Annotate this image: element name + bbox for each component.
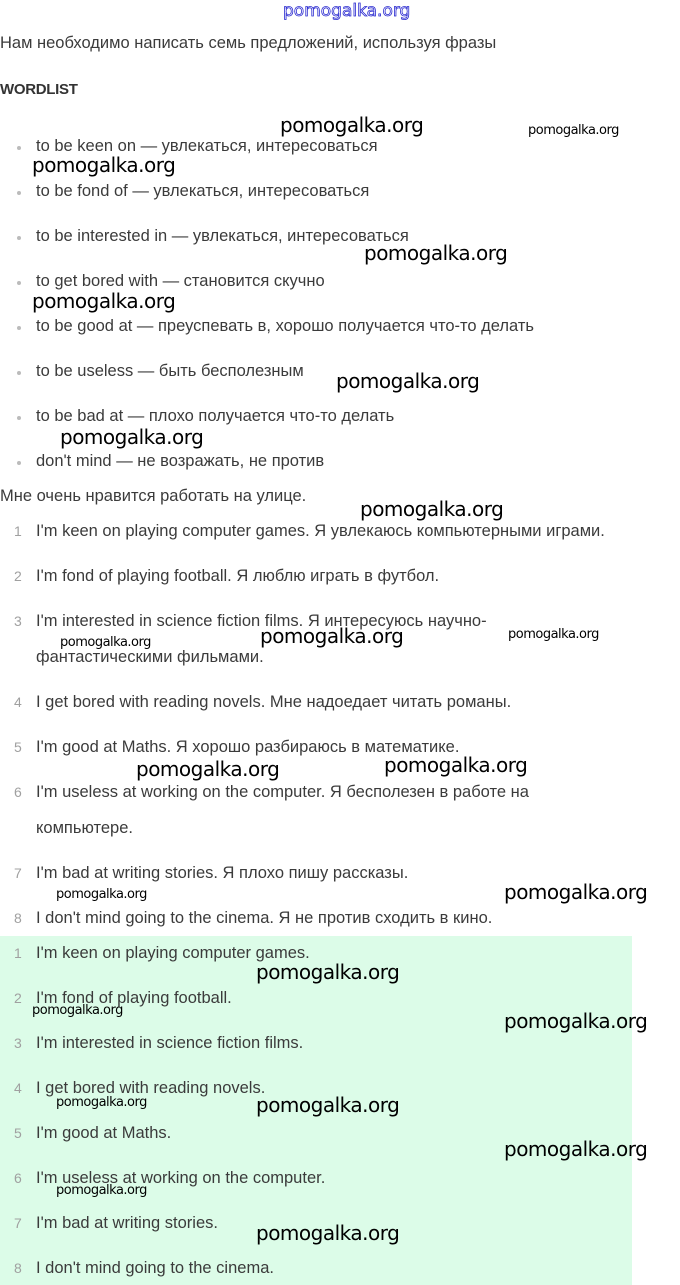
- sentence-text: I get bored with reading novels. Мне надоедает читать романы.: [36, 693, 512, 711]
- wordlist-item: to get bored with — становится скучно: [36, 272, 325, 290]
- bullet-icon: [17, 461, 21, 465]
- sentence-number: 4: [14, 694, 22, 710]
- wordlist-heading: WORDLIST: [0, 81, 78, 98]
- sentence-text: I'm useless at working on the computer. Я бесполезен в работе на: [36, 783, 529, 801]
- answer-text: I get bored with reading novels.: [36, 1079, 266, 1097]
- bullet-icon: [17, 146, 21, 150]
- sentence-text: I'm interested in science fiction films. Я интересуюсь научно-: [36, 612, 487, 630]
- answer-text: I'm fond of playing football.: [36, 989, 232, 1007]
- bullet-icon: [17, 416, 21, 420]
- bullet-icon: [17, 191, 21, 195]
- answer-number: 7: [14, 1215, 22, 1231]
- sentence-number: 2: [14, 568, 22, 584]
- answer-number: 1: [14, 945, 22, 961]
- watermark-text: pomogalka.org: [32, 289, 176, 313]
- answer-number: 8: [14, 1260, 22, 1276]
- sentence-number: 7: [14, 865, 22, 881]
- wordlist-item: don't mind — не возражать, не против: [36, 452, 325, 470]
- wordlist-item: to be useless — быть бесполезным: [36, 362, 304, 380]
- watermark-text: pomogalka.org: [364, 241, 508, 265]
- watermark-text: pomogalka.org: [56, 1183, 147, 1198]
- watermark-text: pomogalka.org: [336, 369, 480, 393]
- watermark-text: pomogalka.org: [384, 753, 528, 777]
- bullet-icon: [17, 236, 21, 240]
- answer-number: 5: [14, 1125, 22, 1141]
- bullet-icon: [17, 281, 21, 285]
- watermark-text: pomogalka.org: [504, 1137, 648, 1161]
- answer-text: I'm useless at working on the computer.: [36, 1169, 326, 1187]
- wordlist-item: to be bad at — плохо получается что-то делать: [36, 407, 395, 425]
- watermark-text: pomogalka.org: [56, 1095, 147, 1110]
- watermark-text: pomogalka.org: [256, 960, 400, 984]
- watermark-text: pomogalka.org: [504, 1009, 648, 1033]
- site-watermark-logo: pomogalka.org: [283, 1, 411, 21]
- sentence-number: 8: [14, 910, 22, 926]
- watermark-text: pomogalka.org: [360, 497, 504, 521]
- answer-text: I'm interested in science fiction films.: [36, 1034, 304, 1052]
- answer-text: I'm bad at writing stories.: [36, 1214, 218, 1232]
- watermark-text: pomogalka.org: [60, 425, 204, 449]
- sentence-text-continued: фантастическими фильмами.: [36, 648, 264, 666]
- sentence-number: 1: [14, 523, 22, 539]
- answer-text: I don't mind going to the cinema.: [36, 1259, 274, 1277]
- watermark-text: pomogalka.org: [504, 880, 648, 904]
- sentence-text: I don't mind going to the cinema. Я не против сходить в кино.: [36, 909, 493, 927]
- watermark-text: pomogalka.org: [280, 113, 424, 137]
- watermark-text: pomogalka.org: [136, 757, 280, 781]
- watermark-text: pomogalka.org: [32, 153, 176, 177]
- answer-number: 3: [14, 1035, 22, 1051]
- wordlist-item: to be keen on — увлекаться, интересоваться: [36, 137, 378, 155]
- sentence-text: I'm fond of playing football. Я люблю играть в футбол.: [36, 567, 440, 585]
- watermark-text: pomogalka.org: [256, 1221, 400, 1245]
- sentence-number: 5: [14, 739, 22, 755]
- example-text: Мне очень нравится работать на улице.: [0, 487, 307, 505]
- sentence-text: I'm bad at writing stories. Я плохо пишу рассказы.: [36, 864, 409, 882]
- watermark-text: pomogalka.org: [32, 1003, 123, 1018]
- wordlist-item: to be good at — преуспевать в, хорошо получается что-то делать: [36, 317, 534, 335]
- sentence-text-continued: компьютере.: [36, 819, 133, 837]
- intro-text: Нам необходимо написать семь предложений, используя фразы: [0, 34, 497, 52]
- watermark-text: pomogalka.org: [56, 887, 147, 902]
- watermark-text: pomogalka.org: [528, 123, 619, 138]
- answer-text: I'm keen on playing computer games.: [36, 944, 310, 962]
- answer-number: 6: [14, 1170, 22, 1186]
- watermark-text: pomogalka.org: [60, 635, 151, 650]
- answer-number: 4: [14, 1080, 22, 1096]
- sentence-number: 6: [14, 784, 22, 800]
- answer-number: 2: [14, 990, 22, 1006]
- wordlist-item: to be interested in — увлекаться, интересоваться: [36, 227, 409, 245]
- bullet-icon: [17, 371, 21, 375]
- bullet-icon: [17, 326, 21, 330]
- wordlist-item: to be fond of — увлекаться, интересоваться: [36, 182, 370, 200]
- sentence-text: I'm keen on playing computer games. Я увлекаюсь компьютерными играми.: [36, 522, 605, 540]
- watermark-text: pomogalka.org: [508, 627, 599, 642]
- sentence-number: 3: [14, 613, 22, 629]
- watermark-text: pomogalka.org: [256, 1093, 400, 1117]
- sentence-text: I'm good at Maths. Я хорошо разбираюсь в математике.: [36, 738, 460, 756]
- answer-text: I'm good at Maths.: [36, 1124, 172, 1142]
- watermark-text: pomogalka.org: [260, 624, 404, 648]
